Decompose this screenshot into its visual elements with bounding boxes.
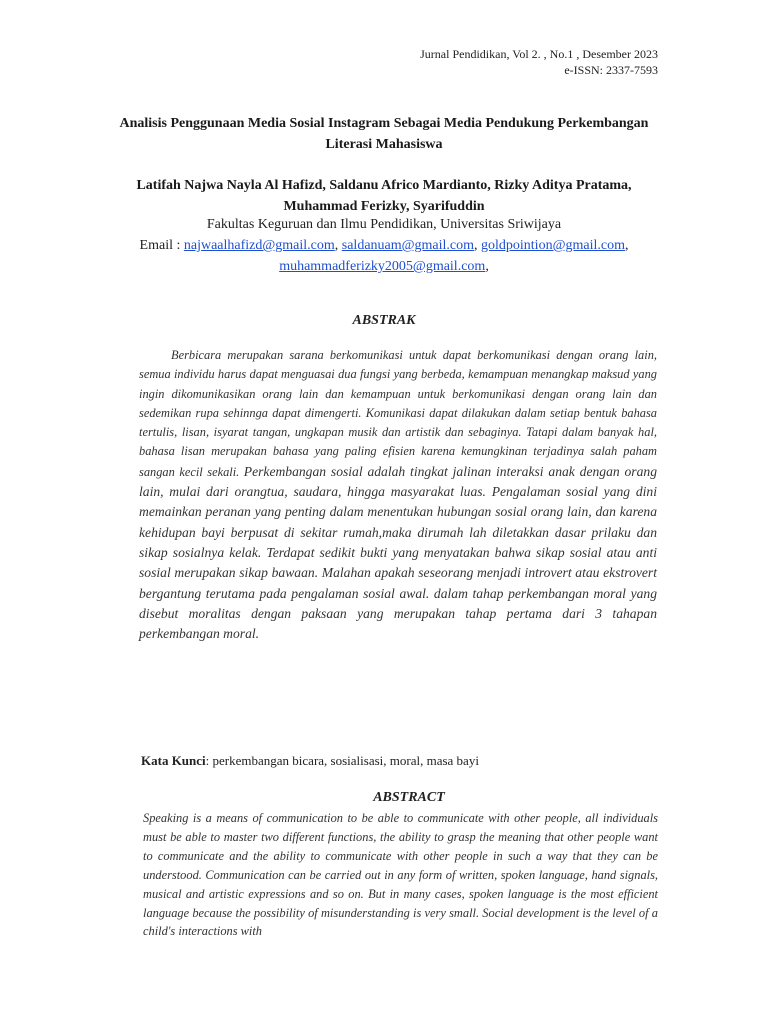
abstrak-text-part-1: Berbicara merupakan sarana berkomunikasi untuk dapat berkomunikasi dengan orang lain, semua individu harus dapat menguasai dua fungsi yang berbeda, kemampuan menangkap maksud yang ingin dikomunikasikan orang lain dan kemampuan untuk berkomunikasi dengan orang lain dan sedemikan rupa sehinnga dapat dimengerti. Komunikasi dapat dilakukan dalam setiap bentuk bahasa tertulis, lisan, isyarat tangan, ungkapan musik dan artistik dan sebaginya. Tatapi dalam banyak hal, bahasa lisan merupakan bahasa yang paling efisien karena kemungkinan terjadinya salah paham sangan kecil sekali. — [139, 348, 657, 479]
keywords-text: : perkembangan bicara, sosialisasi, moral, masa bayi — [205, 753, 479, 768]
email-link-3[interactable]: goldpointion@gmail.com — [481, 238, 625, 253]
author-list-line-1: Latifah Najwa Nayla Al Hafizd, Saldanu Africo Mardianto, Rizky Aditya Pratama, — [136, 178, 632, 193]
email-separator: , — [474, 238, 482, 253]
email-block — [60, 235, 708, 277]
paper-title-line-1: Analisis Penggunaan Media Sosial Instagram Sebagai Media Pendukung Perkembangan — [119, 116, 649, 131]
email-label: Email : — [139, 238, 184, 253]
abstrak-body — [139, 346, 657, 644]
author-list-line-2: Muhammad Ferizky, Syarifuddin — [283, 199, 485, 214]
abstrak-paragraph — [139, 346, 657, 644]
email-separator: , — [334, 238, 342, 253]
author-list — [60, 175, 708, 217]
journal-issn: e-ISSN: 2337-7593 — [564, 63, 658, 77]
journal-header — [420, 46, 658, 78]
paper-title — [60, 113, 708, 155]
keywords-label: Kata Kunci — [141, 753, 206, 768]
affiliation: Fakultas Keguruan dan Ilmu Pendidikan, Universitas Sriwijaya — [206, 217, 562, 232]
abstrak-text-part-2: Perkembangan sosial adalah tingkat jalinan interaksi anak dengan orang lain, mulai dari orangtua, saudara, hingga masyarakat luas. Pengalaman sosial yang dini memainkan peranan yang penting dalam menentukan hubungan sosial orang lain, dan karena kehidupan bayi berpusat di sekitar rumah,maka dirumah lah diletakkan dasar prilaku dan sikap sosialnya kelak. Terdapat sedikit bukti yang menyatakan bahwa sikap sosial atau anti sosial merupakan sikap bawaan. Malahan apakah seseorang menjadi introvert atau ekstrovert bergantung terutama pada pengalaman sosial awal. dalam tahap perkembangan moral yang disebut moralitas dengan paksaan yang merupakan tahap pertama dari 3 tahapan perkembangan moral. — [139, 463, 657, 642]
abstract-heading: ABSTRACT — [373, 790, 445, 805]
abstract-body: Speaking is a means of communication to be able to communicate with other people, all individuals must be able to master two different functions, the ability to grasp the meaning that other people want to communicate and the ability to communicate with other people in such a way that they can be understood. Communication can be carried out in any form of written, spoken language, hand signals, musical and artistic expressions and so on. But in many cases, spoken language is the most efficient language because the possibility of misunderstanding is very small. Social development is the level of a child's interactions with — [143, 811, 658, 939]
email-link-4[interactable]: muhammadferizky2005@gmail.com — [279, 259, 486, 274]
journal-citation: Jurnal Pendidikan, Vol 2. , No.1 , Desember 2023 — [420, 47, 658, 61]
paper-title-line-2: Literasi Mahasiswa — [325, 137, 443, 152]
email-trailing-comma: , — [624, 238, 629, 253]
email-link-2[interactable]: saldanuam@gmail.com — [341, 238, 475, 253]
abstrak-heading: ABSTRAK — [352, 313, 416, 328]
email-link-1[interactable]: najwaalhafizd@gmail.com — [183, 238, 335, 253]
keywords-line — [141, 752, 661, 770]
email-trailing-comma: , — [485, 259, 489, 274]
